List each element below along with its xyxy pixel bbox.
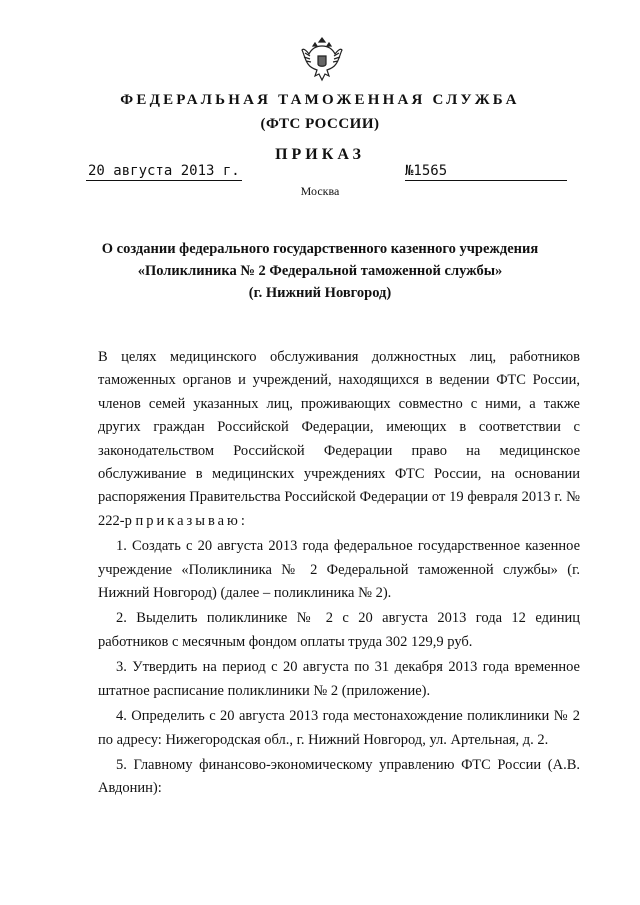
item-1: 1. Создать с 20 августа 2013 года федеральное государственное казенное учреждение «Поликлиника № 2 Федеральной таможенной службы» (г. Нижний Новгород) (далее – поликлиника № 2).	[98, 538, 580, 602]
order-word: приказываю:	[135, 512, 248, 529]
document-type: ПРИКАЗ	[275, 146, 365, 163]
title-line-3: (г. Нижний Новгород)	[248, 285, 392, 301]
city: Москва	[300, 184, 340, 198]
title-line-2: «Поликлиника № 2 Федеральной таможенной службы»	[137, 263, 503, 279]
preamble-text: В целях медицинского обслуживания должностных лиц, работников таможенных органов и учреждений, находящихся в ведении ФТС России, членов семей указанных лиц, проживающих совместно с ними, а также других граждан Российской Федерации, имеющих в соответствии с законодательством Российской Федерации право на медицинское обслуживание в медицинских учреждениях ФТС России, на основании распоряжения Правительства Российской Федерации от 19 февраля 2013 г. № 222-р	[98, 349, 580, 529]
agency-short-name: (ФТС РОССИИ)	[260, 116, 380, 132]
coat-of-arms-emblem-icon	[301, 36, 343, 82]
document-body	[98, 346, 580, 801]
title-line-1: О создании федерального государственного казенного учреждения	[101, 241, 539, 257]
item-5: 5. Главному финансово-экономическому управлению ФТС России (А.В. Авдонин):	[98, 756, 580, 797]
preamble-paragraph	[98, 346, 580, 533]
item-2: 2. Выделить поликлинике № 2 с 20 августа 2013 года 12 единиц работников с месячным фондом оплаты труда 302 129,9 руб.	[98, 610, 580, 650]
item-3: 3. Утвердить на период с 20 августа по 31 декабря 2013 года временное штатное расписание поликлиники № 2 (приложение).	[98, 659, 580, 699]
order-number: №1565	[405, 163, 567, 181]
item-4: 4. Определить с 20 августа 2013 года местонахождение поликлиники № 2 по адресу: Нижегородская обл., г. Нижний Новгород, ул. Артельная, д. 2.	[98, 708, 580, 748]
document-title	[0, 238, 640, 304]
order-date: 20 августа 2013 г.	[88, 163, 240, 179]
agency-name: ФЕДЕРАЛЬНАЯ ТАМОЖЕННАЯ СЛУЖБА	[120, 92, 520, 108]
